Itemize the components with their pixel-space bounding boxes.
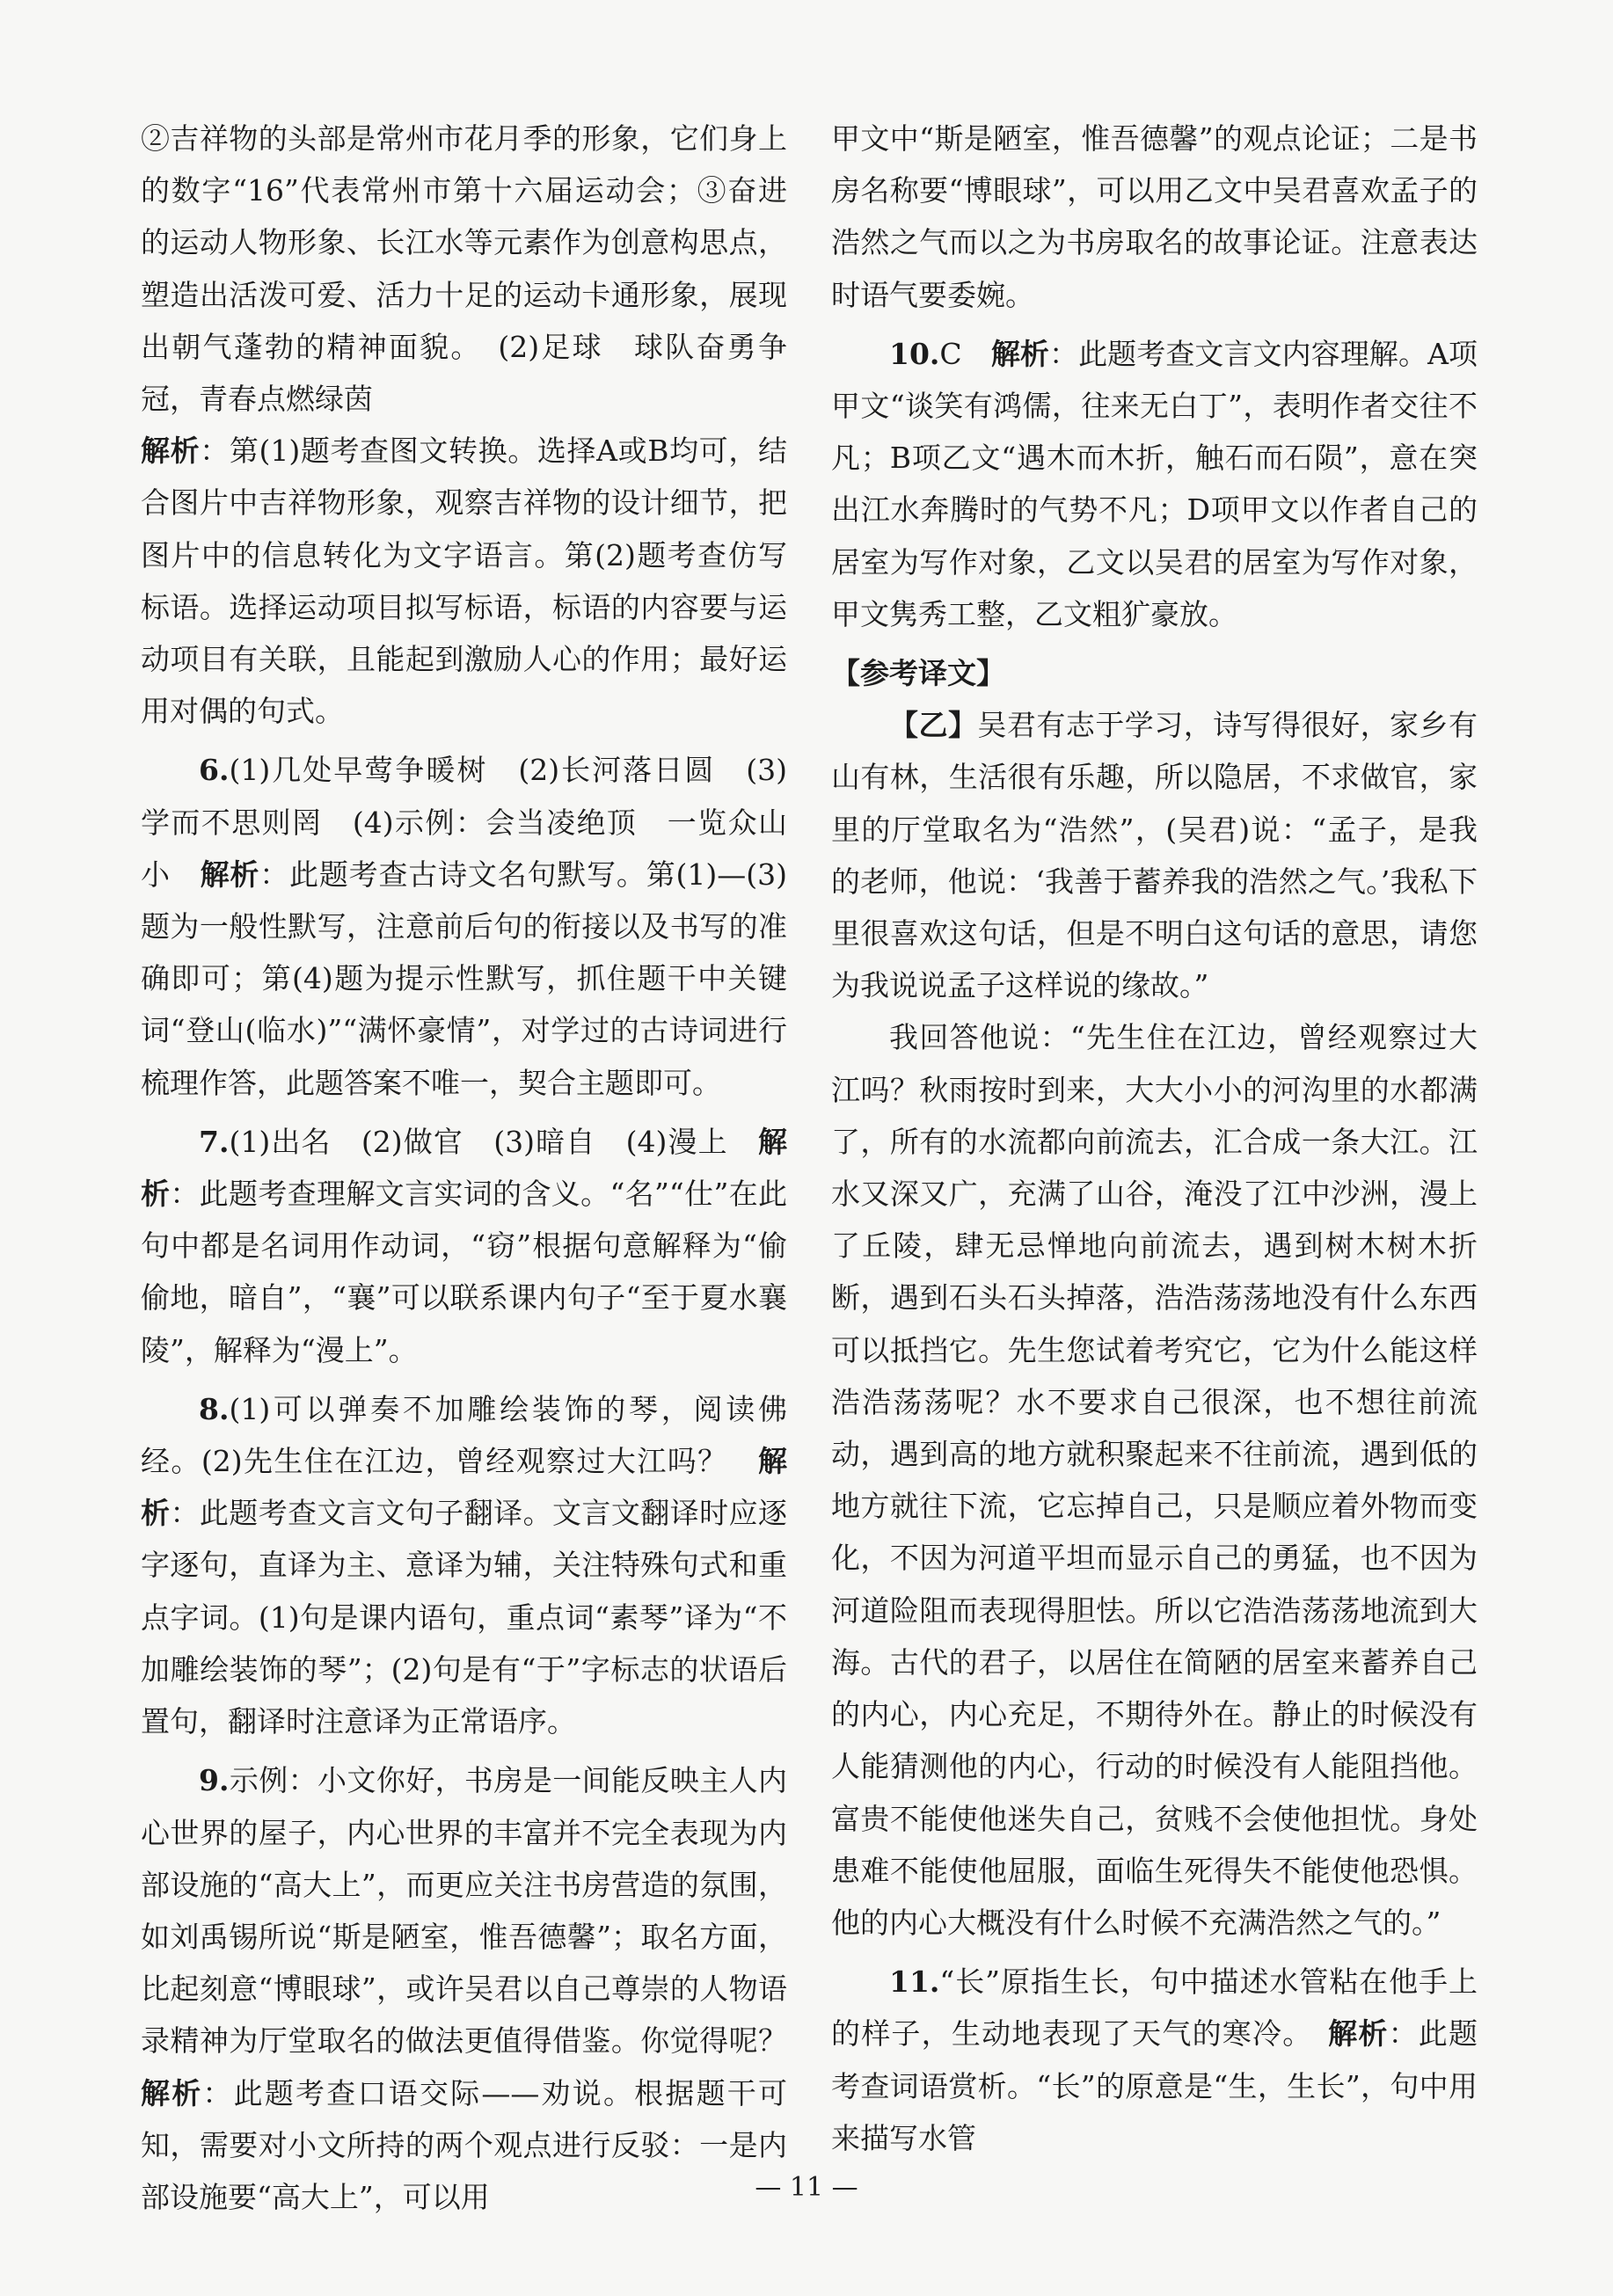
mascot-answer-paragraph: ②吉祥物的头部是常州市花月季的形象，它们身上的数字“16”代表常州市第十六届运动会；③奋进的运动人物形象、长江水等元素作为创意构思点，塑造出活泼可爱、活力十足的运动卡通形象，展现出朝气蓬勃的精神面貌。 (2)足球 球队奋勇争冠，青春点燃绿茵 xyxy=(141,121,787,417)
question-11: 11.“长”原指生长，句中描述水管粘在他手上的样子，生动地表现了天气的寒冷。 解析：此题考查词语赏析。“长”的原意是“生，生长”，句中用来描写水管 xyxy=(831,1964,1478,2155)
question-10: 10.C 解析：此题考查文言文内容理解。A项甲文“谈笑有鸿儒，往来无白丁”，表明作者交往不凡；B项乙文“遇木而木折，触石而石陨”，意在突出江水奔腾时的气势不凡；D项甲文以作者自己的居室为写作对象，乙文以吴君的居室为写作对象，甲文隽秀工整，乙文粗犷豪放。 xyxy=(831,336,1478,631)
question-8: 8.(1)可以弹奏不加雕绘装饰的琴，阅读佛经。(2)先生住在江边，曾经观察过大江吗？ 解析：此题考查文言文句子翻译。文言文翻译时应逐字逐句，直译为主、意译为辅，关注特殊句式和重点字词。(1)句是课内语句，重点词“素琴”译为“不加雕绘装饰的琴”；(2)句是有“于”字标志的状语后置句，翻译时注意译为正常语序。 xyxy=(141,1391,788,1739)
translation-paragraph-2: 我回答他说：“先生住在江边，曾经观察过大江吗？秋雨按时到来，大大小小的河沟里的水都满了，所有的水流都向前流去，汇合成一条大江。江水又深又广，充满了山谷，淹没了江中沙洲，漫上了丘陵，肆无忌惮地向前流去，遇到树木树木折断，遇到石头石头掉落，浩浩荡荡地没有什么东西可以抵挡它。先生您试着考究它，它为什么能这样浩浩荡荡呢？水不要求自己很深，也不想往前流动，遇到高的地方就积聚起来不往前流，遇到低的地方就往下流，它忘掉自己，只是顺应着外物而变化，不因为河道平坦而显示自己的勇猛，也不因为河道险阻而表现得胆怯。所以它浩浩荡荡地流到大海。古代的君子，以居住在简陋的居室来蓄养自己的内心，内心充足，不期待外在。静止的时候没有人能猜测他的内心，行动的时候没有人能阻挡他。富贵不能使他迷失自己，贫贱不会使他担忧。身处患难不能使他屈服，面临生死得失不能使他恐惧。他的内心大概没有什么时候不充满浩然之气的。” xyxy=(831,1020,1478,1940)
question-7: 7.(1)出名 (2)做官 (3)暗自 (4)漫上 解析：此题考查理解文言实词的含义。“名”“仕”在此句中都是名词用作动词，“窃”根据句意解释为“偷偷地，暗自”，“襄”可以联系课内句子“至于夏水襄陵”，解释为“漫上”。 xyxy=(141,1124,788,1367)
right-column xyxy=(831,113,1478,2164)
question-9-continuation: 甲文中“斯是陋室，惟吾德馨”的观点论证；二是书房名称要“博眼球”，可以用乙文中吴君喜欢孟子的浩然之气而以之为书房取名的故事论证。注意表达时语气要委婉。 xyxy=(831,121,1478,312)
question-6: 6.(1)几处早莺争暖树 (2)长河落日圆 (3)学而不思则罔 (4)示例：会当凌绝顶 一览众山小 解析：此题考查古诗文名句默写。第(1)—(3)题为一般性默写，注意前后句的衔接以及书写的准确即可；第(4)题为提示性默写，抓住题干中关键词“登山(临水)”“满怀豪情”，对学过的古诗词进行梳理作答，此题答案不唯一，契合主题即可。 xyxy=(141,753,788,1100)
mascot-analysis-paragraph: 解析：第(1)题考查图文转换。选择A或B均可，结合图片中吉祥物形象，观察吉祥物的设计细节，把图片中的信息转化为文字语言。第(2)题考查仿写标语。选择运动项目拟写标语，标语的内容要与运动项目有关联，且能起到激励人心的作用；最好运用对偶的句式。 xyxy=(141,434,788,729)
page-number: — 11 — xyxy=(755,2172,858,2203)
reference-translation-heading: 【参考译文】 xyxy=(831,656,1005,691)
translation-paragraph-1: 【乙】吴君有志于学习，诗写得很好，家乡有山有林，生活很有乐趣，所以隐居，不求做官，家里的厅堂取名为“浩然”，(吴君)说：“孟子，是我的老师，他说：‘我善于蓄养我的浩然之气。’我私下里很喜欢这句话，但是不明白这句话的意思，请您为我说说孟子这样说的缘故。” xyxy=(831,708,1478,1003)
question-9: 9.示例：小文你好，书房是一间能反映主人内心世界的屋子，内心世界的丰富并不完全表现为内部设施的“高大上”，而更应关注书房营造的氛围，如刘禹锡所说“斯是陋室，惟吾德馨”；取名方面，比起刻意“博眼球”，或许吴君以自己尊崇的人物语录精神为厅堂取名的做法更值得借鉴。你觉得呢？ 解析：此题考查口语交际——劝说。根据题干可知，需要对小文所持的两个观点进行反驳：一是内部设施要“高大上”，可以用 xyxy=(141,1763,816,2214)
